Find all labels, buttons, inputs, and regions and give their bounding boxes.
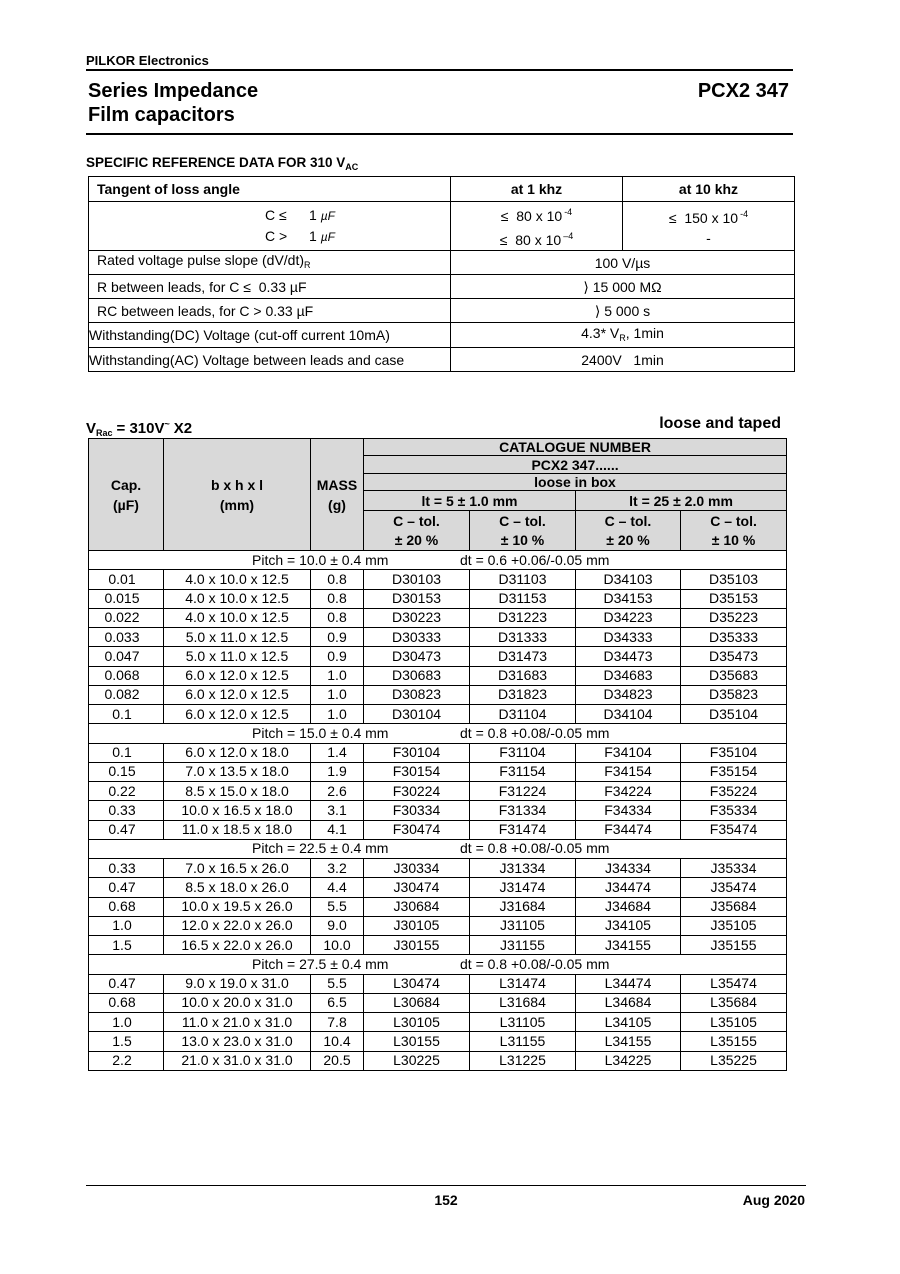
catalogue-code-cell: L31225 — [470, 1051, 576, 1070]
mass-cell: 3.2 — [311, 859, 364, 878]
value-subscript: R — [619, 332, 626, 343]
tolerance-value: ± 20 % — [394, 531, 439, 548]
tangent-value — [451, 202, 622, 226]
at-10khz-header: at 10 khz — [623, 177, 795, 202]
catalogue-code-cell: F30474 — [364, 820, 470, 839]
catalogue-code-cell: J34105 — [576, 916, 681, 935]
safety-class: X2 — [173, 420, 193, 437]
mass-cell: 20.5 — [311, 1051, 364, 1070]
label-subscript: R — [304, 260, 311, 270]
unit: µF — [320, 230, 335, 244]
catalogue-code-cell: J31155 — [470, 936, 576, 955]
header-label: b x h x l — [210, 476, 264, 493]
tolerance-label: C – tol. — [710, 512, 757, 529]
revision-date: Aug 2020 — [742, 1192, 805, 1208]
catalogue-code-cell: D35333 — [681, 628, 787, 647]
catalogue-code-cell: D31223 — [470, 608, 576, 627]
table-row — [89, 820, 787, 839]
voltage-subscript: Rac — [96, 428, 113, 438]
tolerance-value: ± 10 % — [711, 531, 756, 548]
catalogue-code-cell: F31104 — [470, 743, 576, 762]
table-row — [89, 936, 787, 955]
table-row — [89, 628, 787, 647]
table-row — [89, 570, 787, 589]
table-row — [89, 589, 787, 608]
capacitance-cell: 1.0 — [89, 1013, 164, 1032]
capacitance-cell: 0.033 — [89, 628, 164, 647]
capacitance-cell: 0.68 — [89, 897, 164, 916]
table-row — [89, 897, 787, 916]
catalogue-code-cell: F34104 — [576, 743, 681, 762]
capacitance-cell: 0.15 — [89, 762, 164, 781]
catalogue-code-cell: D30823 — [364, 685, 470, 704]
header-unit: (g) — [328, 496, 346, 513]
page-title-line-2: Film capacitors — [88, 104, 235, 126]
catalogue-code-cell: D34683 — [576, 666, 681, 685]
catalogue-code-cell: L31105 — [470, 1013, 576, 1032]
catalogue-code-cell: L34105 — [576, 1013, 681, 1032]
catalogue-code-cell: J31105 — [470, 916, 576, 935]
catalogue-code-cell: L31155 — [470, 1032, 576, 1051]
spec-heading-text: SPECIFIC REFERENCE DATA FOR 310 V — [86, 155, 346, 170]
insulation-resistance-row — [89, 275, 795, 299]
catalogue-code-cell: L34684 — [576, 993, 681, 1012]
capacitance-cell: 0.33 — [89, 801, 164, 820]
catalogue-code-cell: D34103 — [576, 570, 681, 589]
capacitance: 1 — [309, 207, 317, 223]
catalogue-code-cell: F30224 — [364, 782, 470, 801]
dimensions-cell: 10.0 x 19.5 x 26.0 — [164, 897, 311, 916]
capacitance-cell: 0.015 — [89, 589, 164, 608]
capacitance-cell: 0.68 — [89, 993, 164, 1012]
dimensions-cell: 5.0 x 11.0 x 12.5 — [164, 628, 311, 647]
dimensions-cell: 11.0 x 18.5 x 18.0 — [164, 820, 311, 839]
capacitance-cell: 0.22 — [89, 782, 164, 801]
catalogue-code-cell: J35684 — [681, 897, 787, 916]
series-header: PCX2 347...... — [364, 456, 787, 474]
dimensions-cell: 12.0 x 22.0 x 26.0 — [164, 916, 311, 935]
withstanding-dc-value — [451, 323, 795, 348]
catalogue-code-cell: D34823 — [576, 685, 681, 704]
pitch-spec: Pitch = 15.0 ± 0.4 mm — [252, 724, 389, 741]
dimensions-cell: 6.0 x 12.0 x 12.5 — [164, 685, 311, 704]
rc-constant-label: RC between leads, for C > 0.33 µF — [89, 299, 451, 323]
lead-diameter-spec: dt = 0.8 +0.08/-0.05 mm — [460, 724, 610, 741]
dimensions-cell: 4.0 x 10.0 x 12.5 — [164, 608, 311, 627]
dimensions-cell: 5.0 x 11.0 x 12.5 — [164, 647, 311, 666]
tolerance-value: ± 10 % — [500, 531, 545, 548]
dimensions-cell: 4.0 x 10.0 x 12.5 — [164, 589, 311, 608]
capacitance-cell: 0.068 — [89, 666, 164, 685]
catalogue-code-cell: F34334 — [576, 801, 681, 820]
mass-cell: 1.9 — [311, 762, 364, 781]
at-1khz-header: at 1 khz — [451, 177, 623, 202]
catalogue-code-cell: L35684 — [681, 993, 787, 1012]
mass-cell: 0.8 — [311, 589, 364, 608]
title-rule — [86, 133, 793, 135]
tangent-value — [623, 228, 794, 248]
dimensions-cell: 8.5 x 15.0 x 18.0 — [164, 782, 311, 801]
company-name: PILKOR Electronics — [86, 53, 209, 68]
table-row — [89, 666, 787, 685]
catalogue-code-cell: L30225 — [364, 1051, 470, 1070]
catalogue-code-cell: D35823 — [681, 685, 787, 704]
catalogue-code-cell: J35474 — [681, 878, 787, 897]
catalogue-code-cell: F35154 — [681, 762, 787, 781]
catalogue-code-cell: L30155 — [364, 1032, 470, 1051]
mass-cell: 7.8 — [311, 1013, 364, 1032]
lead-diameter-spec: dt = 0.8 +0.08/-0.05 mm — [460, 955, 610, 972]
tolerance-header — [470, 511, 576, 551]
catalogue-code-cell: J34334 — [576, 859, 681, 878]
dimensions-cell: 9.0 x 19.0 x 31.0 — [164, 974, 311, 993]
tangent-value — [451, 226, 622, 250]
capacitance-cell: 0.33 — [89, 859, 164, 878]
mass-cell: 1.4 — [311, 743, 364, 762]
table-row — [89, 647, 787, 666]
dimensions-cell: 10.0 x 20.0 x 31.0 — [164, 993, 311, 1012]
catalogue-code-cell: D30153 — [364, 589, 470, 608]
mass-cell: 10.4 — [311, 1032, 364, 1051]
table-row — [89, 916, 787, 935]
catalogue-code-cell: F31474 — [470, 820, 576, 839]
tangent-value-text: ≤ 150 x 10 — [668, 210, 739, 226]
part-number: PCX2 347 — [697, 80, 789, 102]
catalogue-code-cell: J30105 — [364, 916, 470, 935]
catalogue-code-cell: L34474 — [576, 974, 681, 993]
insulation-resistance-value: ⟩ 15 000 MΩ — [451, 275, 795, 299]
catalogue-code-cell: D30104 — [364, 705, 470, 724]
catalogue-code-cell: D35104 — [681, 705, 787, 724]
dimensions-cell: 7.0 x 13.5 x 18.0 — [164, 762, 311, 781]
catalogue-code-cell: J35105 — [681, 916, 787, 935]
catalogue-code-cell: D34153 — [576, 589, 681, 608]
value-text: 2400V 1min — [581, 351, 664, 368]
tolerance-label: C – tol. — [393, 512, 440, 529]
header-label: MASS — [316, 476, 358, 493]
capacitance-conditions — [89, 202, 451, 251]
lead-diameter-spec: dt = 0.6 +0.06/-0.05 mm — [460, 551, 610, 568]
header-unit: (µF) — [113, 496, 139, 513]
pitch-spec: Pitch = 27.5 ± 0.4 mm — [252, 955, 389, 972]
catalogue-code-cell: D35683 — [681, 666, 787, 685]
packaging-note: loose and taped — [659, 415, 781, 432]
catalogue-code-cell: F31154 — [470, 762, 576, 781]
table-row — [89, 993, 787, 1012]
spec-heading-subscript: AC — [345, 162, 359, 172]
catalogue-code-cell: D34473 — [576, 647, 681, 666]
mass-header — [311, 439, 364, 551]
tolerance-value: ± 20 % — [606, 531, 650, 548]
capacitance-cell: 0.47 — [89, 974, 164, 993]
mass-cell: 10.0 — [311, 936, 364, 955]
catalogue-code-cell: F31224 — [470, 782, 576, 801]
mass-cell: 4.4 — [311, 878, 364, 897]
catalogue-body — [89, 551, 787, 1071]
capacitance-cell: 0.1 — [89, 705, 164, 724]
tolerance-header — [576, 511, 681, 551]
mass-cell: 0.9 — [311, 647, 364, 666]
catalogue-code-cell: F34154 — [576, 762, 681, 781]
tangent-exponent: -4 — [564, 207, 573, 217]
tolerance-label: C – tol. — [604, 512, 652, 529]
header-label: Cap. — [110, 476, 142, 493]
voltage-symbol: V — [86, 420, 97, 437]
dimensions-cell: 7.0 x 16.5 x 26.0 — [164, 859, 311, 878]
catalogue-code-cell: D35223 — [681, 608, 787, 627]
tolerance-header — [364, 511, 470, 551]
catalogue-code-cell: L35225 — [681, 1051, 787, 1070]
catalogue-code-cell: J34684 — [576, 897, 681, 916]
mass-cell: 4.1 — [311, 820, 364, 839]
value-tail: , 1min — [625, 324, 664, 341]
catalogue-code-cell: J35155 — [681, 936, 787, 955]
tangent-value-text: ≤ 80 x 10 — [499, 232, 562, 248]
capacitance-cell: 1.5 — [89, 936, 164, 955]
condition: C > — [265, 228, 288, 244]
catalogue-code-cell: D31473 — [470, 647, 576, 666]
catalogue-code-cell: F35104 — [681, 743, 787, 762]
catalogue-code-cell: L34155 — [576, 1032, 681, 1051]
pulse-slope-value: 100 V/µs — [451, 251, 795, 275]
tolerance-header — [681, 511, 787, 551]
catalogue-code-cell: F34224 — [576, 782, 681, 801]
catalogue-code-cell: J30334 — [364, 859, 470, 878]
table-row — [89, 1051, 787, 1070]
pitch-cell — [89, 955, 787, 974]
catalogue-code-cell: L30105 — [364, 1013, 470, 1032]
catalogue-code-cell: J30684 — [364, 897, 470, 916]
insulation-resistance-label — [89, 275, 451, 299]
tangent-value-text: ≤ 80 x 10 — [500, 208, 563, 224]
dimensions-cell: 10.0 x 16.5 x 18.0 — [164, 801, 311, 820]
catalogue-code-cell: J30474 — [364, 878, 470, 897]
mass-cell: 6.5 — [311, 993, 364, 1012]
catalogue-code-cell: D30103 — [364, 570, 470, 589]
voltage-superscript: ~ — [164, 419, 170, 429]
mass-cell: 3.1 — [311, 801, 364, 820]
footer-rule — [86, 1185, 806, 1186]
lead-diameter-spec: dt = 0.8 +0.08/-0.05 mm — [460, 840, 610, 857]
table-row — [89, 1032, 787, 1051]
dimensions-cell: 6.0 x 12.0 x 12.5 — [164, 666, 311, 685]
capacitance: 1 — [309, 228, 317, 244]
pitch-spec: Pitch = 10.0 ± 0.4 mm — [252, 551, 389, 568]
pitch-row — [89, 955, 787, 974]
tangent-exponent: -4 — [740, 209, 749, 219]
table-row — [89, 608, 787, 627]
label-text: Rated voltage pulse slope (dV/dt) — [97, 252, 305, 268]
catalogue-code-cell: J31684 — [470, 897, 576, 916]
catalogue-code-cell: F34474 — [576, 820, 681, 839]
catalogue-code-cell: D34104 — [576, 705, 681, 724]
table-row — [89, 974, 787, 993]
catalogue-code-cell: D34223 — [576, 608, 681, 627]
capacitance-cell: 0.01 — [89, 570, 164, 589]
catalogue-code-cell: L31474 — [470, 974, 576, 993]
dimensions-header — [164, 439, 311, 551]
catalogue-code-cell: D31153 — [470, 589, 576, 608]
table-row — [89, 762, 787, 781]
catalogue-header-row — [89, 439, 787, 456]
withstanding-dc-label: Withstanding(DC) Voltage (cut-off current 10mA) — [89, 323, 451, 348]
packing-header: loose in box — [364, 474, 787, 491]
capacitance-header — [89, 439, 164, 551]
mass-cell: 2.6 — [311, 782, 364, 801]
lead-spacing-5-header: lt = 5 ± 1.0 mm — [364, 491, 576, 511]
rc-constant-value: ⟩ 5 000 s — [451, 299, 795, 323]
value-text: 4.3* V — [581, 324, 620, 341]
catalogue-code-cell: D31103 — [470, 570, 576, 589]
catalogue-code-cell: D31683 — [470, 666, 576, 685]
spec-heading — [86, 155, 358, 175]
catalogue-code-cell: D35103 — [681, 570, 787, 589]
withstanding-dc-row — [89, 323, 795, 348]
mass-cell: 5.5 — [311, 974, 364, 993]
mass-cell: 9.0 — [311, 916, 364, 935]
catalogue-code-cell: F30154 — [364, 762, 470, 781]
catalogue-code-cell: D30473 — [364, 647, 470, 666]
catalogue-number-header: CATALOGUE NUMBER — [364, 439, 787, 456]
catalogue-code-cell: J34155 — [576, 936, 681, 955]
tolerance-label: C – tol. — [499, 512, 546, 529]
catalogue-code-cell: J31334 — [470, 859, 576, 878]
capacitance-cell: 1.0 — [89, 916, 164, 935]
dimensions-cell: 8.5 x 18.0 x 26.0 — [164, 878, 311, 897]
mass-cell: 1.0 — [311, 666, 364, 685]
label-text: R between leads, for C ≤ 0.33 µF — [97, 278, 307, 295]
catalogue-code-cell: D30683 — [364, 666, 470, 685]
pulse-slope-label — [89, 251, 451, 275]
lead-spacing-25-header: lt = 25 ± 2.0 mm — [576, 491, 787, 511]
catalogue-code-cell: D31823 — [470, 685, 576, 704]
mass-cell: 0.8 — [311, 570, 364, 589]
pulse-slope-row — [89, 251, 795, 275]
withstanding-ac-row — [89, 348, 795, 372]
rc-constant-row — [89, 299, 795, 323]
catalogue-code-cell: D31333 — [470, 628, 576, 647]
dimensions-cell: 13.0 x 23.0 x 31.0 — [164, 1032, 311, 1051]
capacitance-cell: 0.047 — [89, 647, 164, 666]
catalogue-code-cell: J34474 — [576, 878, 681, 897]
table-row — [89, 705, 787, 724]
capacitance-cell: 0.47 — [89, 878, 164, 897]
reference-data-table — [88, 176, 795, 372]
tangent-value — [623, 204, 794, 228]
pitch-row — [89, 724, 787, 743]
unit: µF — [320, 209, 335, 223]
mass-cell: 0.9 — [311, 628, 364, 647]
catalogue-code-cell: F35474 — [681, 820, 787, 839]
page-number: 152 — [434, 1192, 458, 1208]
table-row — [89, 859, 787, 878]
table-row — [89, 685, 787, 704]
mass-cell: 0.8 — [311, 608, 364, 627]
tangent-loss-header: Tangent of loss angle — [89, 177, 451, 202]
catalogue-code-cell: D35153 — [681, 589, 787, 608]
capacitance-cell: 0.47 — [89, 820, 164, 839]
dimensions-cell: 21.0 x 31.0 x 31.0 — [164, 1051, 311, 1070]
table-row — [89, 878, 787, 897]
capacitance-cell: 1.5 — [89, 1032, 164, 1051]
dimensions-cell: 4.0 x 10.0 x 12.5 — [164, 570, 311, 589]
pitch-cell — [89, 724, 787, 743]
tangent-value-text: - — [706, 230, 711, 246]
dimensions-cell: 6.0 x 12.0 x 12.5 — [164, 705, 311, 724]
catalogue-code-cell: L35155 — [681, 1032, 787, 1051]
page-title-line-1: Series Impedance — [88, 80, 259, 102]
catalogue-code-cell: J35334 — [681, 859, 787, 878]
pitch-cell — [89, 839, 787, 858]
tangent-1khz-values — [451, 202, 623, 251]
catalogue-code-cell: D35473 — [681, 647, 787, 666]
catalogue-code-cell: D30223 — [364, 608, 470, 627]
header-unit: (mm) — [219, 496, 255, 513]
pitch-row — [89, 551, 787, 570]
mass-cell: 1.0 — [311, 685, 364, 704]
catalogue-code-cell: L31684 — [470, 993, 576, 1012]
catalogue-table — [88, 438, 787, 1071]
table-row — [89, 801, 787, 820]
condition: C ≤ — [265, 207, 287, 223]
capacitance-cell: 2.2 — [89, 1051, 164, 1070]
catalogue-code-cell: L35105 — [681, 1013, 787, 1032]
dimensions-cell: 6.0 x 12.0 x 18.0 — [164, 743, 311, 762]
withstanding-ac-value — [451, 348, 795, 372]
tangent-10khz-values — [623, 202, 795, 251]
catalogue-code-cell: F35224 — [681, 782, 787, 801]
catalogue-code-cell: L30684 — [364, 993, 470, 1012]
table-row — [89, 743, 787, 762]
catalogue-code-cell: D34333 — [576, 628, 681, 647]
pitch-row — [89, 839, 787, 858]
catalogue-code-cell: L35474 — [681, 974, 787, 993]
voltage-value: = 310V — [116, 420, 165, 437]
catalogue-code-cell: L34225 — [576, 1051, 681, 1070]
reference-header-row — [89, 177, 795, 202]
catalogue-code-cell: F31334 — [470, 801, 576, 820]
catalogue-code-cell: D30333 — [364, 628, 470, 647]
capacitance-cell: 0.082 — [89, 685, 164, 704]
catalogue-code-cell: L30474 — [364, 974, 470, 993]
capacitance-cell: 0.1 — [89, 743, 164, 762]
catalogue-code-cell: J30155 — [364, 936, 470, 955]
catalogue-code-cell: F30334 — [364, 801, 470, 820]
tangent-exponent: –4 — [563, 231, 574, 241]
condition-line — [265, 226, 450, 247]
mass-cell: 1.0 — [311, 705, 364, 724]
capacitance-cell: 0.022 — [89, 608, 164, 627]
withstanding-ac-label: Withstanding(AC) Voltage between leads and case — [89, 348, 451, 372]
table-row — [89, 1013, 787, 1032]
mass-cell: 5.5 — [311, 897, 364, 916]
pitch-spec: Pitch = 22.5 ± 0.4 mm — [252, 840, 389, 857]
catalogue-code-cell: F35334 — [681, 801, 787, 820]
dimensions-cell: 11.0 x 21.0 x 31.0 — [164, 1013, 311, 1032]
catalogue-code-cell: D31104 — [470, 705, 576, 724]
condition-line — [265, 205, 450, 226]
dimensions-cell: 16.5 x 22.0 x 26.0 — [164, 936, 311, 955]
table-row — [89, 782, 787, 801]
header-rule — [86, 69, 793, 71]
catalogue-code-cell: J31474 — [470, 878, 576, 897]
catalogue-code-cell: F30104 — [364, 743, 470, 762]
tangent-values-row — [89, 202, 795, 251]
pitch-cell — [89, 551, 787, 570]
